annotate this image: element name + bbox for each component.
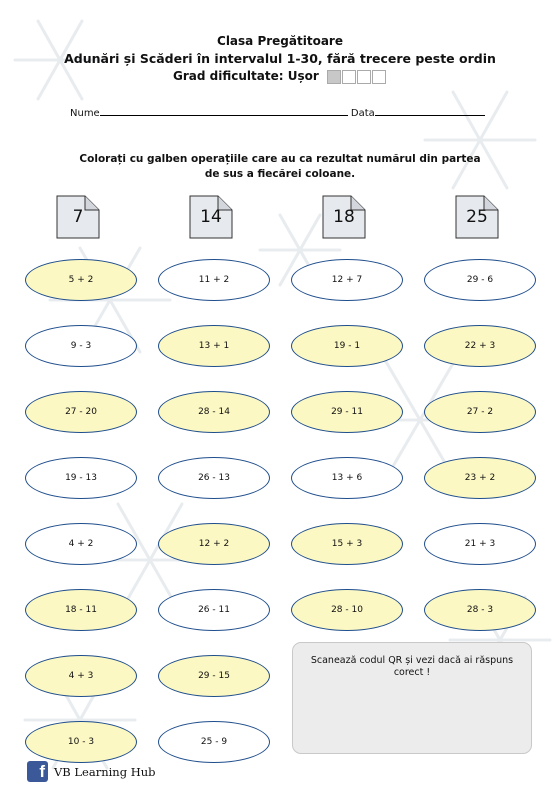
difficulty-label: Grad dificultate: Ușor [173, 69, 319, 83]
operation-ellipse[interactable]: 19 - 13 [25, 457, 137, 499]
operation-ellipse[interactable]: 29 - 6 [424, 259, 536, 301]
operation-ellipse[interactable]: 28 - 10 [291, 589, 403, 631]
operation-ellipse[interactable]: 25 - 9 [158, 721, 270, 763]
difficulty-box [372, 70, 386, 84]
date-field[interactable] [375, 105, 485, 116]
operation-ellipse[interactable]: 26 - 11 [158, 589, 270, 631]
name-date-row [70, 105, 485, 119]
instructions-line-1: Colorați cu galben operațiile care au ca rezultat numărul din partea [79, 153, 481, 165]
footer [27, 761, 156, 782]
operation-ellipse[interactable]: 12 + 7 [291, 259, 403, 301]
operation-ellipse[interactable]: 22 + 3 [424, 325, 536, 367]
operation-ellipse[interactable]: 9 - 3 [25, 325, 137, 367]
operation-ellipse[interactable]: 15 + 3 [291, 523, 403, 565]
facebook-icon[interactable]: f [27, 761, 48, 782]
operation-ellipse[interactable]: 23 + 2 [424, 457, 536, 499]
target-number: 14 [200, 207, 222, 227]
target-number: 25 [466, 207, 488, 227]
operation-ellipse[interactable]: 28 - 3 [424, 589, 536, 631]
difficulty-meter [327, 69, 387, 84]
name-field[interactable] [100, 105, 348, 116]
footer-brand[interactable]: VB Learning Hub [54, 764, 156, 779]
operation-ellipse[interactable]: 11 + 2 [158, 259, 270, 301]
operation-ellipse[interactable]: 13 + 1 [158, 325, 270, 367]
date-label: Data [350, 108, 375, 119]
operation-ellipse[interactable]: 21 + 3 [424, 523, 536, 565]
operation-ellipse[interactable]: 27 - 20 [25, 391, 137, 433]
operation-ellipse[interactable]: 29 - 11 [291, 391, 403, 433]
operation-ellipse[interactable]: 4 + 2 [25, 523, 137, 565]
target-number-card [56, 195, 100, 239]
operation-ellipse[interactable]: 12 + 2 [158, 523, 270, 565]
operation-ellipse[interactable]: 13 + 6 [291, 457, 403, 499]
qr-instructions: Scanează codul QR și vezi dacă ai răspuns corect ! [310, 655, 514, 678]
operation-ellipse[interactable]: 10 - 3 [25, 721, 137, 763]
difficulty-box [342, 70, 356, 84]
instructions [0, 152, 560, 182]
instructions-line-2: de sus a fiecărei coloane. [204, 168, 356, 180]
target-number: 7 [72, 207, 84, 227]
operation-ellipse[interactable]: 26 - 13 [158, 457, 270, 499]
operation-ellipse[interactable]: 4 + 3 [25, 655, 137, 697]
difficulty-box [357, 70, 371, 84]
difficulty-box [327, 70, 341, 84]
target-number-card [189, 195, 233, 239]
target-number: 18 [333, 207, 355, 227]
target-number-card [455, 195, 499, 239]
operation-ellipse[interactable]: 19 - 1 [291, 325, 403, 367]
operation-ellipse[interactable]: 5 + 2 [25, 259, 137, 301]
class-title: Clasa Pregătitoare [217, 34, 343, 48]
operation-ellipse[interactable]: 18 - 11 [25, 589, 137, 631]
operation-ellipse[interactable]: 27 - 2 [424, 391, 536, 433]
operation-ellipse[interactable]: 28 - 14 [158, 391, 270, 433]
worksheet-title: Adunări și Scăderi în intervalul 1-30, fără trecere peste ordin [64, 51, 496, 66]
name-label: Nume [70, 108, 100, 119]
target-number-card [322, 195, 366, 239]
operation-ellipse[interactable]: 29 - 15 [158, 655, 270, 697]
difficulty-row [0, 69, 560, 84]
qr-check-box [292, 642, 532, 754]
